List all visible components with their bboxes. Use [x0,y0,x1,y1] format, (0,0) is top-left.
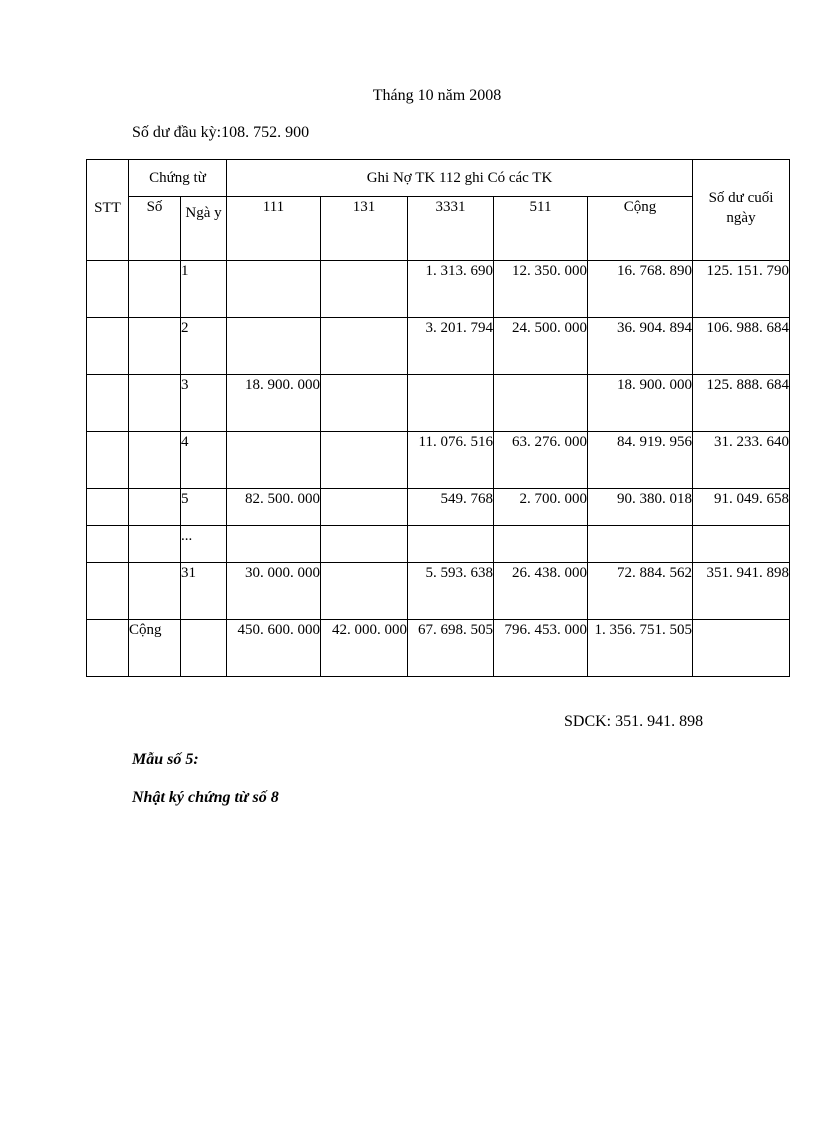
cell-so [129,261,181,318]
cell-tk511: 24. 500. 000 [494,318,588,375]
cell-so [129,563,181,620]
cell-cong: 90. 380. 018 [588,489,693,526]
total-tk511: 796. 453. 000 [494,620,588,677]
cell-stt [87,620,129,677]
cell-tk3331: 3. 201. 794 [408,318,494,375]
total-tk131: 42. 000. 000 [321,620,408,677]
cell-tk3331: 5. 593. 638 [408,563,494,620]
cell-tk111 [227,318,321,375]
cell-tk111 [227,432,321,489]
cell-tk131 [321,375,408,432]
cell-tk131 [321,563,408,620]
table-row [87,432,790,489]
cell-day: 2 [181,318,227,375]
header-stt: STT [87,160,129,261]
cell-cong: 72. 884. 562 [588,563,693,620]
cell-closing: 91. 049. 658 [693,489,790,526]
cell-tk131 [321,432,408,489]
cell-tk511 [494,375,588,432]
closing-balance: SDCK: 351. 941. 898 [564,713,704,730]
total-tk3331: 67. 698. 505 [408,620,494,677]
total-tk111: 450. 600. 000 [227,620,321,677]
cell-so [129,432,181,489]
cell-tk3331: 1. 313. 690 [408,261,494,318]
cell-closing [693,526,790,563]
cell-tk111: 82. 500. 000 [227,489,321,526]
cell-tk3331: 11. 076. 516 [408,432,494,489]
header-so: Số [129,197,181,261]
cell-day: ... [181,526,227,563]
cell-stt [87,375,129,432]
cell-cong [588,526,693,563]
cell-tk111: 18. 900. 000 [227,375,321,432]
cell-stt [87,318,129,375]
cell-so [129,375,181,432]
table-row [87,318,790,375]
cell-tk511: 26. 438. 000 [494,563,588,620]
cell-cong: 18. 900. 000 [588,375,693,432]
cell-tk511 [494,526,588,563]
cell-tk3331 [408,375,494,432]
cell-tk111 [227,526,321,563]
cell-closing: 125. 888. 684 [693,375,790,432]
table-row [87,526,790,563]
cell-day: 4 [181,432,227,489]
cell-tk131 [321,489,408,526]
cell-tk131 [321,318,408,375]
total-closing [693,620,790,677]
total-label: Cộng [129,620,181,677]
cell-stt [87,563,129,620]
total-row [87,620,790,677]
journal-title: Nhật ký chứng từ số 8 [132,789,279,806]
cell-tk511: 63. 276. 000 [494,432,588,489]
cell-day [181,620,227,677]
cell-so [129,526,181,563]
cell-closing: 106. 988. 684 [693,318,790,375]
cell-stt [87,526,129,563]
cell-day: 3 [181,375,227,432]
cell-cong: 16. 768. 890 [588,261,693,318]
cell-tk111 [227,261,321,318]
ledger-table [86,159,790,677]
header-tk111: 111 [227,197,321,261]
header-closing-balance: Số dư cuối ngày [693,160,790,261]
cell-day: 5 [181,489,227,526]
cell-tk511: 12. 350. 000 [494,261,588,318]
header-debit-group: Ghi Nợ TK 112 ghi Có các TK [227,160,693,197]
cell-so [129,489,181,526]
table-row [87,563,790,620]
cell-so [129,318,181,375]
header-voucher-group: Chứng từ [129,160,227,197]
header-tk131: 131 [321,197,408,261]
cell-tk131 [321,526,408,563]
table-row [87,261,790,318]
cell-closing: 125. 151. 790 [693,261,790,318]
header-tk511: 511 [494,197,588,261]
header-tk3331: 3331 [408,197,494,261]
cell-tk3331: 549. 768 [408,489,494,526]
header-ngay: Ngà y [181,197,227,261]
cell-day: 31 [181,563,227,620]
cell-closing: 351. 941. 898 [693,563,790,620]
cell-tk511: 2. 700. 000 [494,489,588,526]
cell-cong: 36. 904. 894 [588,318,693,375]
opening-balance: Số dư đầu kỳ:108. 752. 900 [132,124,310,141]
cell-day: 1 [181,261,227,318]
form-label: Mẫu số 5: [132,751,199,768]
cell-stt [87,432,129,489]
cell-stt [87,261,129,318]
cell-stt [87,489,129,526]
month-title: Tháng 10 năm 2008 [372,87,502,104]
total-cong: 1. 356. 751. 505 [588,620,693,677]
header-cong: Cộng [588,197,693,261]
cell-tk111: 30. 000. 000 [227,563,321,620]
table-row [87,489,790,526]
table-row [87,375,790,432]
cell-tk131 [321,261,408,318]
cell-cong: 84. 919. 956 [588,432,693,489]
cell-tk3331 [408,526,494,563]
cell-closing: 31. 233. 640 [693,432,790,489]
